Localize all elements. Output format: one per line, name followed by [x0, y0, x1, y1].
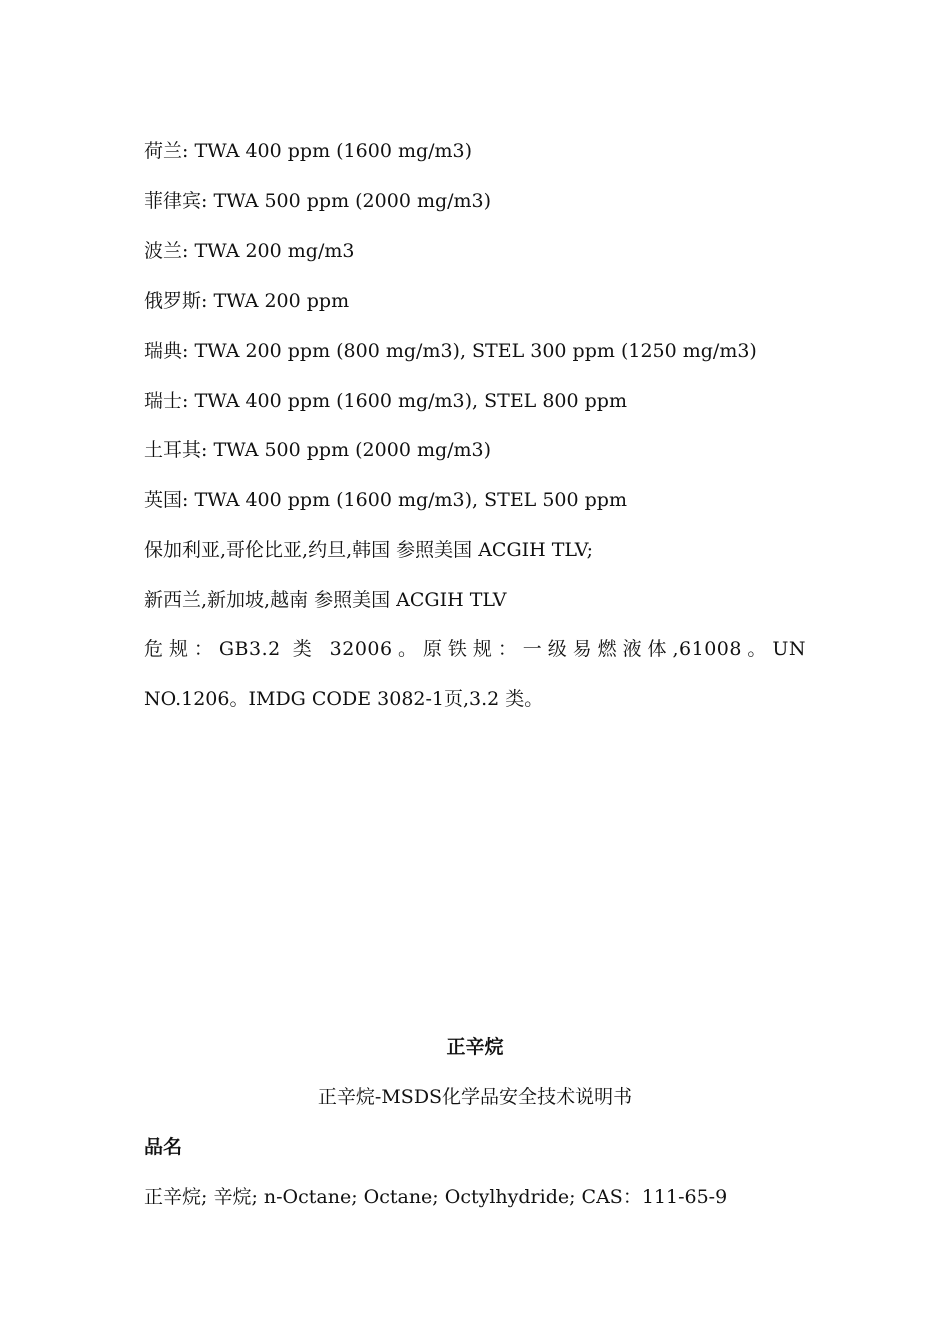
- exposure-limit-sweden: 瑞典: TWA 200 ppm (800 mg/m3), STEL 300 ppm (1250 mg/m3): [144, 340, 757, 362]
- exposure-limit-russia: 俄罗斯: TWA 200 ppm: [144, 290, 350, 312]
- exposure-limit-acgih-group-1: 保加利亚,哥伦比亚,约旦,韩国 参照美国 ACGIH TLV;: [144, 539, 593, 561]
- exposure-limit-acgih-group-2: 新西兰,新加坡,越南 参照美国 ACGIH TLV: [144, 589, 507, 611]
- msds-subtitle: 正辛烷-MSDS化学品安全技术说明书: [317, 1086, 633, 1108]
- exposure-limit-netherlands: 荷兰: TWA 400 ppm (1600 mg/m3): [144, 140, 473, 162]
- product-title: 正辛烷: [446, 1036, 504, 1058]
- exposure-limit-uk: 英国: TWA 400 ppm (1600 mg/m3), STEL 500 ppm: [144, 489, 627, 511]
- exposure-limit-turkey: 土耳其: TWA 500 ppm (2000 mg/m3): [144, 439, 492, 461]
- exposure-limit-philippines: 菲律宾: TWA 500 ppm (2000 mg/m3): [144, 190, 492, 212]
- product-name-heading: 品名: [144, 1136, 183, 1158]
- product-name-value: 正辛烷; 辛烷; n-Octane; Octane; Octylhydride; CAS：111-65-9: [144, 1186, 728, 1208]
- exposure-limit-poland: 波兰: TWA 200 mg/m3: [144, 240, 355, 262]
- exposure-limit-switzerland: 瑞士: TWA 400 ppm (1600 mg/m3), STEL 800 ppm: [144, 390, 627, 412]
- hazard-regulation-line-2: NO.1206。IMDG CODE 3082-1页,3.2 类。: [144, 688, 544, 710]
- hazard-regulation-line-1: 危规：GB3.2 类 32006。原铁规：一级易燃液体,61008。UN: [144, 638, 806, 660]
